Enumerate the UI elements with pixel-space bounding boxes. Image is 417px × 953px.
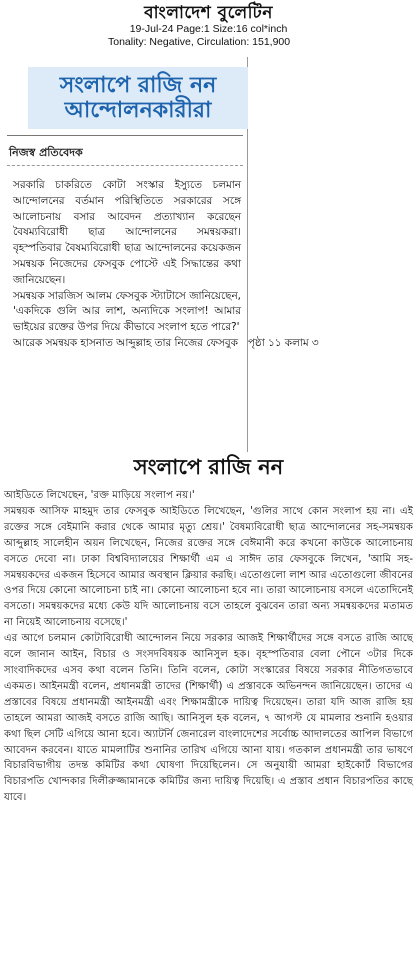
clip-meta-tonality: Tonality: Negative, Circulation: 151,900 [108, 36, 291, 48]
continue-reference: পৃষ্ঠা ১১ কলাম ৩ [247, 336, 319, 349]
article-body-top [13, 178, 319, 352]
headline-box [28, 67, 248, 129]
clipping-header [0, 0, 417, 49]
paragraph: এর আগে চলমান কোটাবিরোধী আন্দোলন নিয়ে সরকার আজই শিক্ষার্থীদের সঙ্গে বসতে রাজি আছে বলে জানান আইন, বিচার ও সংসদবিষয়ক আনিসুল হক। বৃহস্পতিবার বেলা পৌনে ৩টার দিকে সাংবাদিকদের এসব কথা বলেন তিনি। তিনি বলেন, কোটা সংস্কারের বিষয়ে সরকার নীতিগতভাবে একমত। আইনমন্ত্রী বলেন, প্রধানমন্ত্রী তাদের (শিক্ষার্থী) এ প্রস্তাবকে অভিনন্দন জানিয়েছেন। তাদের এ প্রস্তাবের বিষয়ে প্রধানমন্ত্রী আইনমন্ত্রী এবং শিক্ষামন্ত্রীকে দায়িত্ব দিয়েছেন। তারা যদি আজ রাজি হয় তাহলে আমরা আজই বসতে রাজি আছি। আনিসুল হক বলেন, ৭ আগস্ট যে মামলার শুনানি হওয়ার কথা ছিল সেটি এগিয়ে আনা হবে। অ্যাটর্নি জেনারেল বাংলাদেশের সর্বোচ্চ আদালতের আপিল বিভাগে আবেদন করবেন। যাতে মামলাটির শুনানির তারিখ এগিয়ে আনা যায়। গতকাল প্রধানমন্ত্রী তার ভাষণে বিচারবিভাগীয় তদন্ত কমিটির কথা ঘোষণা দিয়েছিলেন। সে অনুযায়ী আমরা হাইকোর্ট বিভাগের বিচারপতি খোন্দকার দিলীরুজ্জামানকে কমিটির জন্য দায়িত্ব দিয়েছি। এ প্রস্তাব প্রধান বিচারপতির কাছে যাবে। [4, 633, 413, 804]
paragraph: সমন্বয়ক সারজিস আলম ফেসবুক স্ট্যাটাসে জানিয়েছেন, 'একদিকে গুলি আর লাশ, অন্যদিকে সংলাপ! আমার ভাইয়ের রক্তের উপর দিয়ে কীভাবে সংলাপ হতে পারে?' [13, 289, 241, 334]
byline: নিজস্ব প্রতিবেদক [9, 146, 83, 159]
divider [7, 165, 243, 166]
article-body-continued [4, 488, 413, 806]
clip-meta-date-size: 19-Jul-24 Page:1 Size:16 col*inch [129, 23, 288, 35]
divider [7, 135, 243, 136]
headline-line-2: আন্দোলনকারীরা [64, 97, 212, 123]
article-top-clip [3, 57, 319, 452]
paragraph: সমন্বয়ক আসিফ মাহমুদ তার ফেসবুক আইডিতে লিখেছেন, 'গুলির সাথে কোন সংলাপ হয় না। এই রক্তের সঙ্গে বেইমানি করার থেকে আমার মৃত্যু শ্রেয়।' বৈষম্যবিরোধী ছাত্র আন্দোলনের সহ-সমন্বয়ক আব্দুল্লাহ সালেহীন অয়ন লিখেছেন, নিজের রক্তের সঙ্গে বেঈমানী করে কখনো কাউকে আলোচনায় বসতে দেবো না। ঢাকা বিশ্ববিদ্যালয়ের শিক্ষার্থী এম এ সাঈদ তার ফেসবুকে লিখেন, 'আমি সহ-সমন্বয়কদের একজন হিসেবে আমার অবস্থান ক্লিয়ার করছি। এতোগুলো লাশ আর এতোগুলো জীবনের ওপর দিয়ে কোনো আলোচনা চাই না। কোনো আলোচনা হবে না। তারা আলোচনায় বসলে এতোদিনেই বসতো। সমন্বয়কদের মধ্যে কেউ যদি আলোচনায় বসে তাহলে বুঝবেন তারা অন্য সমন্বয়কদের মতামত না নিয়েই আলোচনায় বসেছে।' [4, 505, 413, 629]
continuation-line [13, 336, 319, 352]
continue-text: আরেক সমন্বয়ক হাসনাত আব্দুল্লাহ তার নিজের ফেসবুক [13, 336, 238, 349]
continuation-headline: সংলাপে রাজি নন [133, 454, 284, 479]
paragraph: আইডিতে লিখেছেন, 'রক্ত মাড়িয়ে সংলাপ নয়।' [4, 490, 195, 501]
newspaper-masthead: বাংলাদেশ বুলেটিন [144, 3, 273, 23]
headline-line-1: সংলাপে রাজি নন [59, 72, 217, 98]
paragraph: সরকারি চাকরিতে কোটা সংস্কার ইস্যুতে চলমান আন্দোলনের বর্তমান পরিস্থিতিতে সরকারের সঙ্গে আলোচনায় বসার আবেদন প্রত্যাখ্যান করেছেন বৈষম্যবিরোধী ছাত্র আন্দোলনের সমন্বয়করা। বৃহস্পতিবার বৈষম্যবিরোধী ছাত্র আন্দোলনের কয়েকজন সমন্বয়ক নিজেদের ফেসবুক পোস্টে এই সিদ্ধান্তের কথা জানিয়েছেন। [13, 179, 241, 286]
